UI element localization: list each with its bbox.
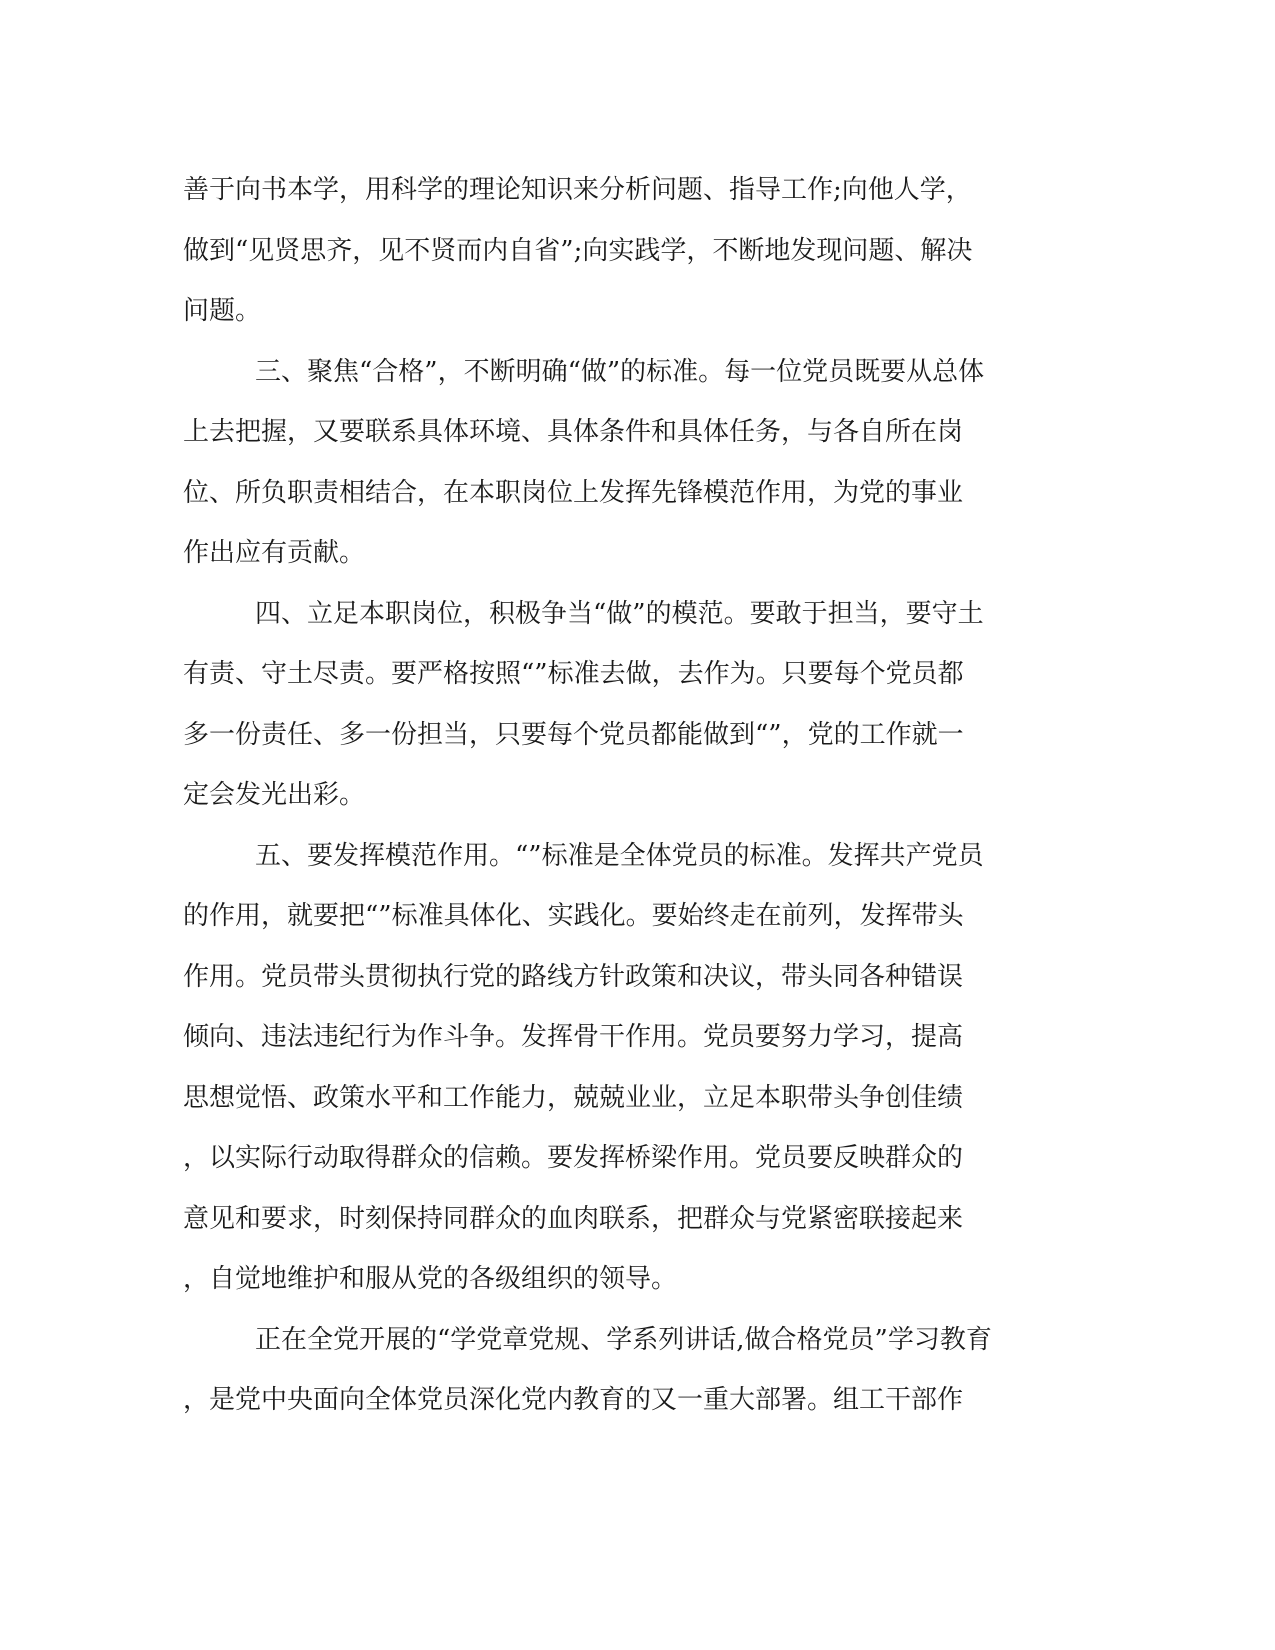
text-line: 作出应有贡献。	[183, 538, 366, 568]
text-line: ，自觉地维护和服从党的各级组织的领导。	[183, 1264, 678, 1294]
text-line: 多一份责任、多一份担当，只要每个党员都能做到“”，党的工作就一	[183, 719, 964, 750]
text-line: 定会发光出彩。	[183, 780, 366, 810]
text-line: 善于向书本学，用科学的理论知识来分析问题、指导工作;向他人学，	[183, 175, 972, 205]
paragraph-start-line: 五、要发挥模范作用。“”标准是全体党员的标准。发挥共产党员	[255, 840, 984, 871]
text-line: ，以实际行动取得群众的信赖。要发挥桥梁作用。党员要反映群众的	[183, 1143, 964, 1173]
text-line: 思想觉悟、政策水平和工作能力，兢兢业业，立足本职带头争创佳绩	[183, 1082, 964, 1113]
text-line: 位、所负职责相结合，在本职岗位上发挥先锋模范作用，为党的事业	[183, 477, 964, 508]
text-line: 作用。党员带头贯彻执行党的路线方针政策和决议，带头同各种错误	[183, 961, 964, 992]
body-text	[183, 160, 1043, 1431]
text-line: 问题。	[183, 296, 262, 326]
text-line: 做到“见贤思齐，见不贤而内自省”;向实践学，不断地发现问题、解决	[183, 235, 973, 266]
paragraph-start-line: 三、聚焦“合格”，不断明确“做”的标准。每一位党员既要从总体	[255, 356, 985, 387]
text-line: 的作用，就要把“”标准具体化、实践化。要始终走在前列，发挥带头	[183, 901, 964, 931]
text-line: ，是党中央面向全体党员深化党内教育的又一重大部署。组工干部作	[183, 1385, 964, 1415]
paragraph-start-line: 正在全党开展的“学党章党规、学系列讲话,做合格党员”学习教育	[255, 1324, 992, 1355]
paragraph-start-line: 四、立足本职岗位，积极争当“做”的模范。要敢于担当，要守土	[255, 598, 984, 629]
text-line: 上去把握，又要联系具体环境、具体条件和具体任务，与各自所在岗	[183, 417, 964, 447]
text-line: 有责、守土尽责。要严格按照“”标准去做，去作为。只要每个党员都	[183, 659, 964, 689]
text-line: 倾向、违法违纪行为作斗争。发挥骨干作用。党员要努力学习，提高	[183, 1022, 964, 1052]
text-line: 意见和要求，时刻保持同群众的血肉联系，把群众与党紧密联接起来	[183, 1203, 964, 1234]
